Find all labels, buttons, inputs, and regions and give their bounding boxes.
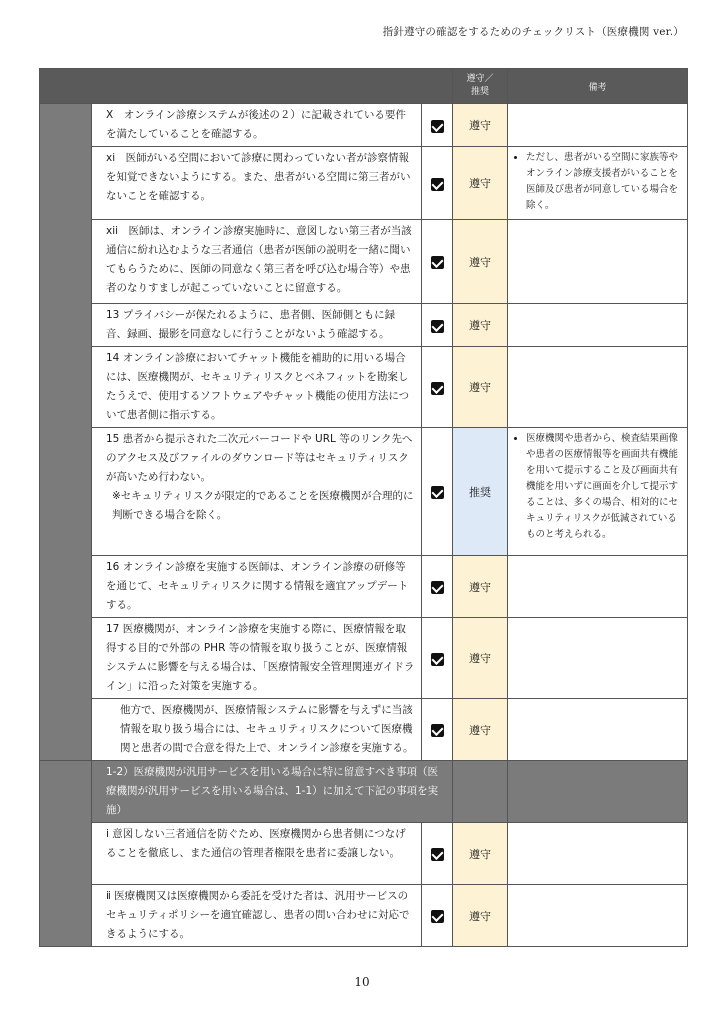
note-cell xyxy=(508,347,688,428)
table-row xyxy=(40,699,688,761)
checkbox-checked-icon[interactable] xyxy=(431,120,444,133)
table-row xyxy=(40,220,688,304)
status-column-header xyxy=(453,69,508,104)
status-cell: 遵守 xyxy=(453,220,508,304)
side-band xyxy=(40,220,92,304)
status-cell: 遵守 xyxy=(453,556,508,618)
table-row xyxy=(40,556,688,618)
check-cell[interactable] xyxy=(422,304,453,347)
table-row xyxy=(40,104,688,147)
note-bullet: • ただし、患者がいる空間に家族等やオンライン診療支援者がいることを医師及び患者が同意している場合を除く。 xyxy=(526,150,681,214)
table-row xyxy=(40,618,688,699)
checkbox-checked-icon[interactable] xyxy=(431,486,444,499)
status-cell: 遵守 xyxy=(453,104,508,147)
side-band xyxy=(40,823,92,885)
status-cell: 遵守 xyxy=(453,823,508,885)
check-cell[interactable] xyxy=(422,347,453,428)
checkbox-checked-icon[interactable] xyxy=(431,910,444,923)
status-cell: 遵守 xyxy=(453,618,508,699)
checkbox-checked-icon[interactable] xyxy=(431,848,444,861)
page-number: 10 xyxy=(354,975,370,989)
side-band xyxy=(40,699,92,761)
section-note-cell xyxy=(508,761,688,823)
note-cell xyxy=(508,428,688,556)
item-text: X オンライン診療システムが後述の２）に記載されている要件を満たしていることを確認する。 xyxy=(92,104,422,147)
side-band xyxy=(40,556,92,618)
notes-column-header: 備考 xyxy=(508,69,688,104)
note-cell xyxy=(508,147,688,220)
status-cell: 遵守 xyxy=(453,347,508,428)
status-header-line1: 遵守／ xyxy=(466,74,494,84)
checkbox-checked-icon[interactable] xyxy=(431,581,444,594)
checkbox-checked-icon[interactable] xyxy=(431,382,444,395)
table-row xyxy=(40,428,688,556)
checkbox-checked-icon[interactable] xyxy=(431,178,444,191)
note-cell xyxy=(508,699,688,761)
table-row xyxy=(40,347,688,428)
checkbox-checked-icon[interactable] xyxy=(431,320,444,333)
side-band xyxy=(40,304,92,347)
check-cell[interactable] xyxy=(422,618,453,699)
note-cell xyxy=(508,304,688,347)
note-cell xyxy=(508,556,688,618)
table-row xyxy=(40,147,688,220)
side-band xyxy=(40,104,92,147)
item-text: xii 医師は、オンライン診療実施時に、意図しない第三者が当該通信に紛れ込むような三者通信（患者が医師の説明を一緒に聞いてもらうために、医師の同意なく第三者を呼び込む場合等）や患者のなりすましが起こっていないことに留意する。 xyxy=(92,220,422,304)
item-text: 他方で、医療機関が、医療情報システムに影響を与えずに当該情報を取り扱う場合には、セキュリティリスクについて医療機関と患者の間で合意を得た上で、オンライン診療を実施する。 xyxy=(92,699,422,761)
item-text: 14 オンライン診療においてチャット機能を補助的に用いる場合には、医療機関が、セキュリティリスクとベネフィットを勘案したうえで、使用するソフトウェアやチャット機能の使用方法について患者側に指示する。 xyxy=(92,347,422,428)
note-cell xyxy=(508,104,688,147)
checklist-table xyxy=(39,68,688,947)
check-cell[interactable] xyxy=(422,885,453,947)
note-cell xyxy=(508,618,688,699)
checkbox-checked-icon[interactable] xyxy=(431,724,444,737)
checkbox-checked-icon[interactable] xyxy=(431,256,444,269)
check-cell[interactable] xyxy=(422,147,453,220)
page-header: 指針遵守の確認をするためのチェックリスト（医療機関 ver.） xyxy=(382,26,684,38)
check-cell[interactable] xyxy=(422,220,453,304)
note-cell xyxy=(508,823,688,885)
section-status-cell xyxy=(453,761,508,823)
item-text: xi 医師がいる空間において診療に関わっていない者が診察情報を知覚できないようにする。また、患者がいる空間に第三者がいないことを確認する。 xyxy=(92,147,422,220)
item-text xyxy=(92,428,422,556)
item-text: 13 プライバシーが保たれるように、患者側、医師側ともに録音、録画、撮影を同意なしに行うことがないよう確認する。 xyxy=(92,304,422,347)
item-text: ⅰ 意図しない三者通信を防ぐため、医療機関から患者側につなげることを徹底し、また通信の管理者権限を患者に委譲しない。 xyxy=(92,823,422,885)
check-cell[interactable] xyxy=(422,823,453,885)
item-text: 16 オンライン診療を実施する医師は、オンライン診療の研修等を通じて、セキュリティリスクに関する情報を適宜アップデートする。 xyxy=(92,556,422,618)
table-row xyxy=(40,823,688,885)
item-text: 17 医療機関が、オンライン診療を実施する際に、医療情報を取得する目的で外部の PHR 等の情報を取り扱うことが、医療情報システムに影響を与える場合は、「医療情報安全管理関連ガイドライン」に沿った対策を実施する。 xyxy=(92,618,422,699)
check-cell[interactable] xyxy=(422,428,453,556)
section-title: 1-2）医療機関が汎用サービスを用いる場合に特に留意すべき事項（医療機関が汎用サービスを用いる場合は、1-1）に加えて下記の事項を実施） xyxy=(92,761,453,823)
note-cell xyxy=(508,220,688,304)
side-band xyxy=(40,147,92,220)
side-band xyxy=(40,347,92,428)
section-header-row xyxy=(40,761,688,823)
status-cell: 遵守 xyxy=(453,304,508,347)
check-cell[interactable] xyxy=(422,104,453,147)
side-band xyxy=(40,885,92,947)
checkbox-checked-icon[interactable] xyxy=(431,653,444,666)
note-cell xyxy=(508,885,688,947)
item-main-text: 15 患者から提示された二次元バーコードや URL 等のリンク先へのアクセス及びファイルのダウンロード等はセキュリティリスクが高いため行わない。 xyxy=(106,433,413,483)
item-annotation: ※セキュリティリスクが限定的であることを医療機関が合理的に判断できる場合を除く。 xyxy=(112,490,414,521)
item-text: ⅱ 医療機関又は医療機関から委託を受けた者は、汎用サービスのセキュリティポリシーを適宜確認し、患者の問い合わせに対応できるようにする。 xyxy=(92,885,422,947)
status-header-line2: 推奨 xyxy=(471,87,490,97)
check-cell[interactable] xyxy=(422,699,453,761)
table-row xyxy=(40,304,688,347)
note-bullet: • 医療機関や患者から、検査結果画像や患者の医療情報等を画面共有機能を用いて提示すること及び画面共有機能を用いずに画面を介して提示することは、多くの場合、相対的にセキュリティリスクが低減されているものと考えられる。 xyxy=(526,431,681,543)
status-cell: 推奨 xyxy=(453,428,508,556)
status-cell: 遵守 xyxy=(453,699,508,761)
status-cell: 遵守 xyxy=(453,885,508,947)
table-row xyxy=(40,885,688,947)
table-header-row xyxy=(40,69,688,104)
side-band xyxy=(40,428,92,556)
side-band xyxy=(40,618,92,699)
side-band xyxy=(40,761,92,823)
status-cell: 遵守 xyxy=(453,147,508,220)
check-cell[interactable] xyxy=(422,556,453,618)
header-blank-cell xyxy=(40,69,453,104)
